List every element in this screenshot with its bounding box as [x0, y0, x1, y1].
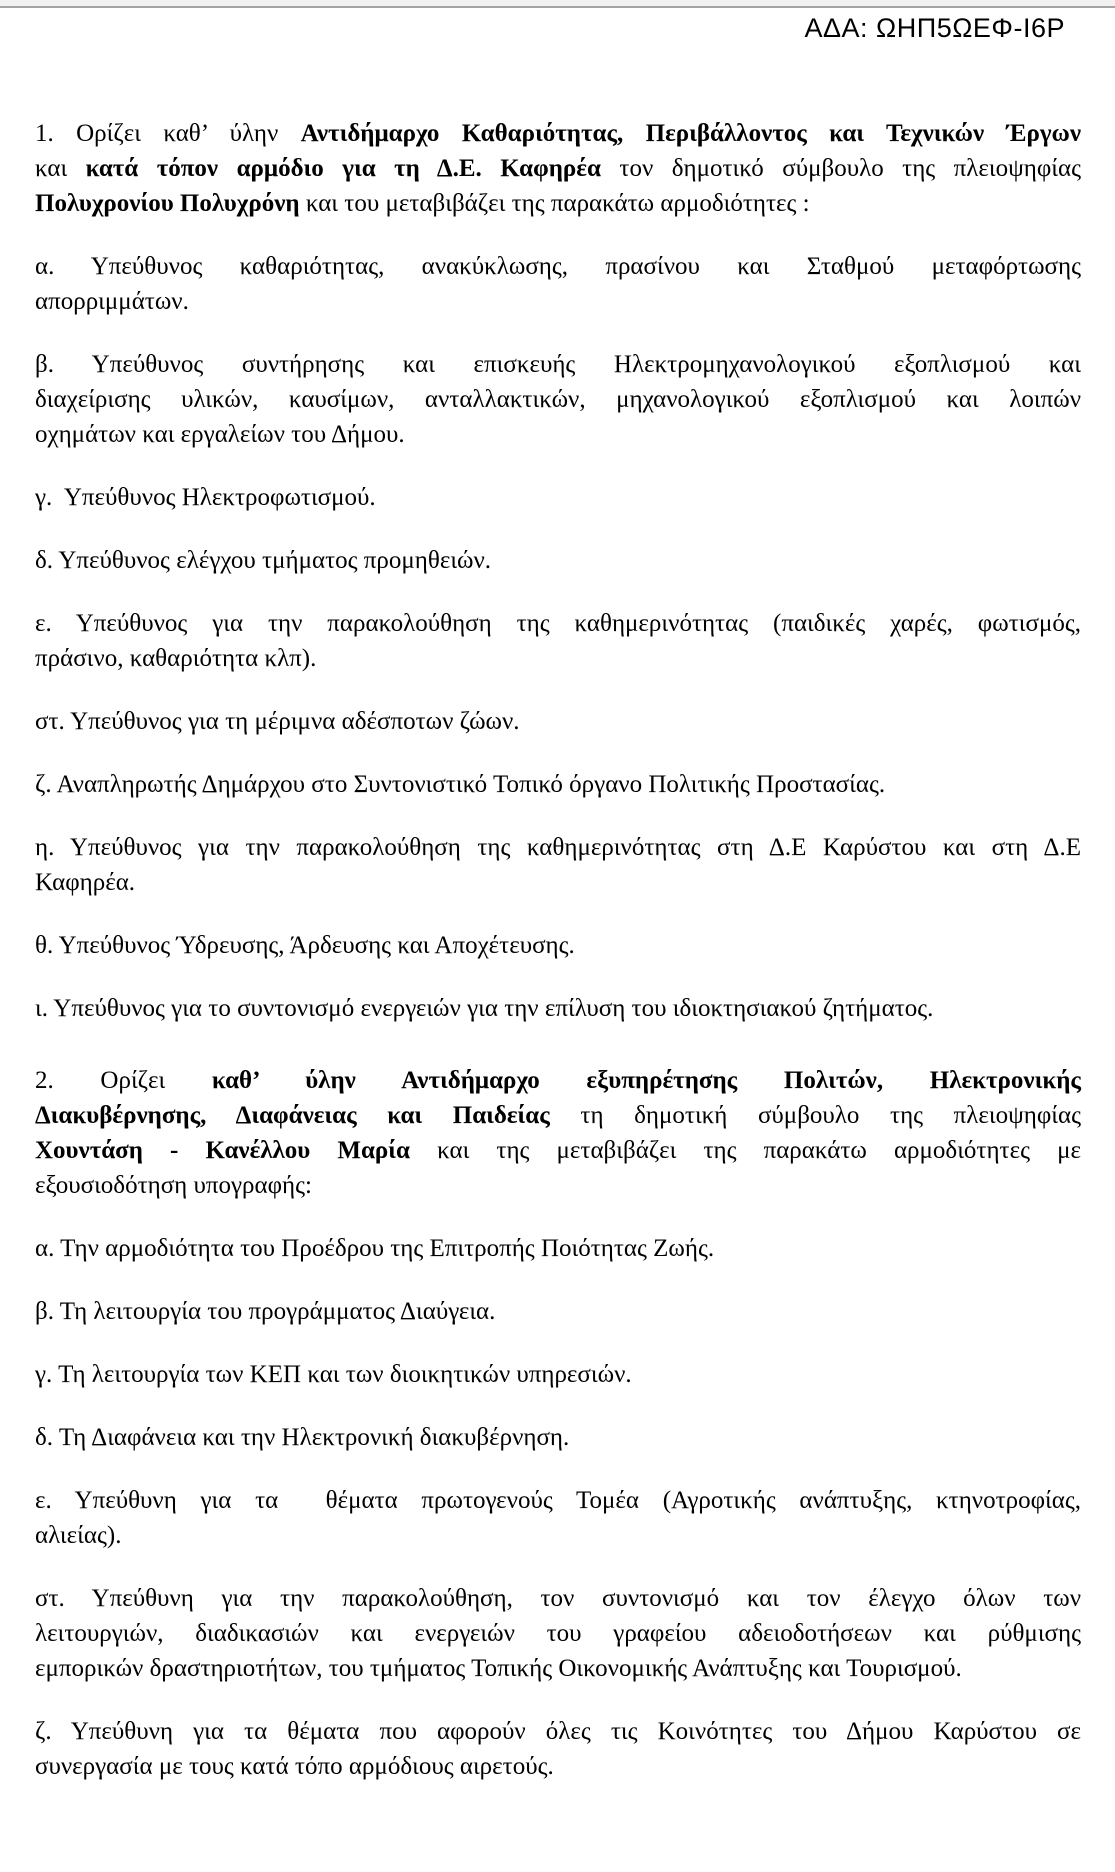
doc-line — [35, 704, 1081, 739]
doc-line — [35, 1098, 1081, 1133]
document-body — [0, 44, 1115, 1784]
text-segment: ε. Υπεύθυνη για τα θέματα πρωτογενούς Τομέα (Αγροτικής ανάπτυξης, κτηνοτροφίας, — [35, 1487, 1081, 1514]
text-segment: 2. Ορίζει — [35, 1067, 212, 1094]
page-top-border — [0, 0, 1115, 8]
text-segment: εξουσιοδότηση υπογραφής: — [35, 1172, 312, 1199]
item-1-zeta — [35, 767, 1081, 802]
item-2-beta — [35, 1294, 1081, 1329]
text-segment: δ. Υπεύθυνος ελέγχου τμήματος προμηθειών. — [35, 547, 492, 574]
ada-header-row — [0, 8, 1115, 44]
item-2-alpha — [35, 1231, 1081, 1266]
ada-code-label: ΑΔΑ: ΩΗΠ5ΩΕΦ-Ι6Ρ — [804, 13, 1065, 43]
doc-line — [35, 347, 1081, 382]
doc-line — [35, 382, 1081, 417]
paragraph-2-intro — [35, 1063, 1081, 1203]
text-segment: ι. Υπεύθυνος για το συντονισμό ενεργειών για την επίλυση του ιδιοκτησιακού ζητήματος. — [35, 995, 934, 1022]
doc-line — [35, 1063, 1081, 1098]
item-1-delta — [35, 543, 1081, 578]
text-segment: οχημάτων και εργαλείων του Δήμου. — [35, 421, 405, 448]
item-1-theta — [35, 928, 1081, 963]
text-segment: στ. Υπεύθυνος για τη μέριμνα αδέσποτων ζώων. — [35, 708, 520, 735]
text-segment: α. Την αρμοδιότητα του Προέδρου της Επιτροπής Ποιότητας Ζωής. — [35, 1235, 715, 1262]
item-1-gamma — [35, 480, 1081, 515]
item-1-iota — [35, 991, 1081, 1026]
text-segment: γ. Υπεύθυνος Ηλεκτροφωτισμού. — [35, 484, 376, 511]
doc-line — [35, 1581, 1081, 1616]
doc-line — [35, 417, 1081, 452]
text-segment: πράσινο, καθαριότητα κλπ). — [35, 645, 317, 672]
doc-line — [35, 1168, 1081, 1203]
bold-text-segment: Χουντάση - Κανέλλου Μαρία — [35, 1137, 411, 1164]
doc-line — [35, 1518, 1081, 1553]
item-1-eta — [35, 830, 1081, 900]
bold-text-segment: Διακυβέρνησης, Διαφάνειας και Παιδείας — [35, 1102, 550, 1129]
text-segment: ε. Υπεύθυνος για την παρακολούθηση της καθημερινότητας (παιδικές χαρές, φωτισμός, — [35, 610, 1081, 637]
text-segment: ζ. Αναπληρωτής Δημάρχου στο Συντονιστικό Τοπικό όργανο Πολιτικής Προστασίας. — [35, 771, 886, 798]
text-segment: συνεργασία με τους κατά τόπο αρμόδιους αιρετούς. — [35, 1753, 554, 1780]
text-segment: Καφηρέα. — [35, 869, 136, 896]
doc-line — [35, 186, 1081, 221]
doc-line — [35, 480, 1081, 515]
doc-line — [35, 1714, 1081, 1749]
doc-line — [35, 1483, 1081, 1518]
doc-line — [35, 1294, 1081, 1329]
doc-line — [35, 1420, 1081, 1455]
text-segment: γ. Τη λειτουργία των ΚΕΠ και των διοικητικών υπηρεσιών. — [35, 1361, 632, 1388]
doc-line — [35, 543, 1081, 578]
bold-text-segment: Αντιδήμαρχο Καθαριότητας, Περιβάλλοντος και Τεχνικών Έργων — [300, 120, 1081, 147]
doc-line — [35, 1651, 1081, 1686]
bold-text-segment: κατά τόπον αρμόδιο για τη Δ.Ε. Καφηρέα — [85, 155, 601, 182]
item-2-delta — [35, 1420, 1081, 1455]
doc-line — [35, 1357, 1081, 1392]
text-segment: η. Υπεύθυνος για την παρακολούθηση της καθημερινότητας στη Δ.Ε Καρύστου και στη Δ.Ε — [35, 834, 1081, 861]
text-segment: θ. Υπεύθυνος Ύδρευσης, Άρδευσης και Αποχέτευσης. — [35, 932, 575, 959]
doc-line — [35, 1133, 1081, 1168]
doc-line — [35, 1616, 1081, 1651]
text-segment: και — [35, 155, 86, 182]
text-segment: β. Τη λειτουργία του προγράμματος Διαύγεια. — [35, 1298, 496, 1325]
doc-line — [35, 116, 1081, 151]
text-segment: τον δημοτικό σύμβουλο της πλειοψηφίας — [600, 155, 1082, 182]
text-segment: αλιείας). — [35, 1522, 122, 1549]
doc-line — [35, 249, 1081, 284]
text-segment: στ. Υπεύθυνη για την παρακολούθηση, τον συντονισμό και τον έλεγχο όλων των — [35, 1585, 1081, 1612]
paragraph-1-intro — [35, 116, 1081, 221]
doc-line — [35, 1231, 1081, 1266]
text-segment: 1. Ορίζει καθ’ ύλην — [35, 120, 301, 147]
text-segment: ζ. Υπεύθυνη για τα θέματα που αφορούν όλες τις Κοινότητες του Δήμου Καρύστου σε — [35, 1718, 1081, 1745]
item-2-gamma — [35, 1357, 1081, 1392]
item-2-epsilon — [35, 1483, 1081, 1553]
text-segment: απορριμμάτων. — [35, 288, 189, 315]
text-segment: εμπορικών δραστηριοτήτων, του τμήματος Τοπικής Οικονομικής Ανάπτυξης και Τουρισμού. — [35, 1655, 962, 1682]
text-segment: και του μεταβιβάζει της παρακάτω αρμοδιότητες : — [299, 190, 810, 217]
doc-line — [35, 1749, 1081, 1784]
item-1-epsilon — [35, 606, 1081, 676]
doc-line — [35, 830, 1081, 865]
doc-line — [35, 606, 1081, 641]
doc-line — [35, 641, 1081, 676]
item-2-stigma — [35, 1581, 1081, 1686]
text-segment: και της μεταβιβάζει της παρακάτω αρμοδιότητες με — [410, 1137, 1081, 1164]
item-2-zeta — [35, 1714, 1081, 1784]
bold-text-segment: καθ’ ύλην Αντιδήμαρχο εξυπηρέτησης Πολιτών, Ηλεκτρονικής — [211, 1067, 1081, 1094]
doc-line — [35, 928, 1081, 963]
text-segment: α. Υπεύθυνος καθαριότητας, ανακύκλωσης, πρασίνου και Σταθμού μεταφόρτωσης — [35, 253, 1081, 280]
text-segment: β. Υπεύθυνος συντήρησης και επισκευής Ηλεκτρομηχανολογικού εξοπλισμού και — [35, 351, 1081, 378]
bold-text-segment: Πολυχρονίου Πολυχρόνη — [35, 190, 300, 217]
text-segment: διαχείρισης υλικών, καυσίμων, ανταλλακτικών, μηχανολογικού εξοπλισμού και λοιπών — [35, 386, 1081, 413]
doc-line — [35, 767, 1081, 802]
doc-line — [35, 991, 1081, 1026]
item-1-alpha — [35, 249, 1081, 319]
text-segment: λειτουργιών, διαδικασιών και ενεργειών του γραφείου αδειοδοτήσεων και ρύθμισης — [35, 1620, 1081, 1647]
doc-line — [35, 151, 1081, 186]
text-segment: δ. Τη Διαφάνεια και την Ηλεκτρονική διακυβέρνηση. — [35, 1424, 570, 1451]
text-segment: τη δημοτική σύμβουλο της πλειοψηφίας — [549, 1102, 1081, 1129]
doc-line — [35, 284, 1081, 319]
item-1-beta — [35, 347, 1081, 452]
doc-line — [35, 865, 1081, 900]
item-1-stigma — [35, 704, 1081, 739]
